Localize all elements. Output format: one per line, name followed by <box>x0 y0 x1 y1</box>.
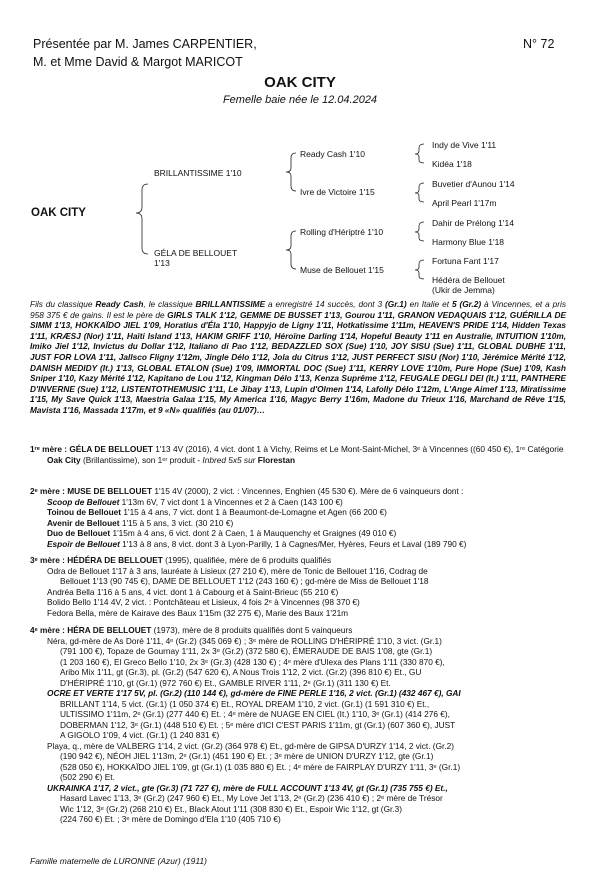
list-item: DOBERMAN 1'12, 3ᵉ (Gr.1) (448 510 €) Et. ; 5ᵉ mère d'ICI C'EST PARIS 1'11m, gt (Gr.1) (607 360 €), JUST <box>60 719 456 730</box>
horse-subtitle: Femelle baie née le 12.04.2024 <box>222 94 378 106</box>
pedigree-dam-2: 1'13 <box>154 258 170 268</box>
list-item: ULTISSIMO 1'11m, 2ᵉ (Gr.1) (277 440 €) Et. ; 4ᵉ mère de NUAGE EN CIEL (It.) 1'10, 3ᵉ (Gr.1) (414 276 €), <box>60 709 450 719</box>
list-item: Toinou de Bellouet 1'15 à 4 ans, 7 vict. dont 1 à Beaumont-de-Lomagne et Agen (66 200 €) <box>47 507 387 517</box>
list-item: D'HÉRIPRÉ 1'10, gt (Gr.1) (972 760 €) Et., GAMBLE RIVER 1'11, 2ᵉ (Gr.1) (311 130 €) Et. <box>60 677 391 688</box>
horse-name: OAK CITY <box>264 74 336 91</box>
presenter-line-1: Présentée par M. James CARPENTIER, <box>33 37 257 51</box>
pedigree-ggp: Buvetier d'Aunou 1'14 <box>432 179 515 189</box>
list-item: (190 942 €), NÉOH JIEL 1'13m, 2ᵉ (Gr.1) (451 190 €) Et. ; 3ᵉ mère de UNION D'URZY 1'12, gte (Gr.1) <box>60 751 434 761</box>
list-item: Andréa Bella 1'16 à 5 ans, 4 vict. dont 1 à Cabourg et à Saint-Brieuc (55 210 €) <box>47 586 339 597</box>
pedigree-ggp: Indy de Vive 1'11 <box>432 140 497 150</box>
pedigree-ggp: Fortuna Fant 1'17 <box>432 256 499 266</box>
maternal-family: Famille maternelle de LURONNE (Azur) (1911) <box>30 856 207 866</box>
list-item: (528 050 €), HOKKAÏDO JIEL 1'09, gt (Gr.1) (1 035 880 €) Et. ; 4ᵉ mère de FAIRPLAY D'URZY 1'11, 3ᵉ (Gr.1) <box>60 761 461 772</box>
produce-name: Oak City <box>47 454 81 465</box>
pedigree-sire: BRILLANTISSIME 1'10 <box>154 168 242 178</box>
pedigree-subject: OAK CITY <box>31 207 86 219</box>
pedigree-ggp: April Pearl 1'17m <box>432 198 497 208</box>
list-item: BRILLANT 1'14, 5 vict. (Gr.1) (1 050 374 €) Et., ROYAL DREAM 1'10, 2 vict. (Gr.1) (1 591 310 €) Et., <box>60 698 430 709</box>
list-item: Espoir de Bellouet 1'13 à 8 ans, 8 vict. dont 3 à Lyon-Parilly, 1 à Cagnes/Mer, Hyères, Feurs et Laval (189 790 €) <box>47 538 467 549</box>
sire-description: Fils du classique Ready Cash, le classique BRILLANTISSIME a enregistré 14 succès, dont 3 (Gr.1) en Italie et 5 (Gr.2) à Vincennes, et a pris 958 375 € de gains. Il est le père de GIRLS TALK 1'12, GEMME DE BUSSET 1'13, Gourou 1'11, GRANON VEDAQUAIS 1'12, GUÉRILLA DE SIMM 1'13, HOKKAÏDO JIEL 1'09, Horatius d'Éla 1'10, Happyjo de Ligny 1'11, Hotkatissime 1'11m, HEAVEN'S PRIDE 1'14, Hidden Texas 1'11, KRÆSJ (Nor) 1'11, Haïti Island 1'13, HAKIM GRIFF 1'10, Héroïne Darling 1'14, Hopeful Beauty 1'11 en Australie, INTUITION 1'10m, Imiko Jiel 1'12, Invictus du Dollar 1'12, Italiano di Pao 1'12, BEDAZZLED SOX (Sue) 1'10, JOY SISU (Sue) 1'11, GLOBAL DUBHE 1'11, JUST FOR LOVA 1'11, Jallsco Fligny 1'12m, Jingle Délo 1'12, Jola du Citrus 1'12, JUST PERFECT SISU (Nor) 1'10, Jérémice Mérité 1'12, DANISH MEDIDY (It.) 1'13, GLOBAL ETALON (Sue) 1'09, IMMORTAL DOC (Sue) 1'11, KERRY LOVE 1'10m, Pure Hope (Sue) 1'09, Kash Sniper 1'10, Kazy Mérité 1'12, Kapitano de Lou 1'12, Kingman Délo 1'13, Kenza Suprême 1'12, FEUGALE DEGLI DEI (It.) 1'11, PANTHERE D'INVERNE (Sue) 1'12, LISTENTOTHEMUSIC 1'11, Le Jibay 1'13, Lupin d'Olmen 1'14, Lafolly Délo 1'12m, L'Ange Aimef 1'13, Miratissime 1'15, My Save Quick 1'13, Maestria Galaa 1'15, My America 1'16, Magyc Berry 1'16m, Madone du Trieux 1'16, Marchand de Rêve 1'15, Mavista 1'16, Massada 1'17m, et 9 «N» qualifiés (au 01/07)… <box>30 299 567 415</box>
list-item: Bellouet 1'13 (90 745 €), DAME DE BELLOUET 1'12 (243 160 €) ; gd-mère de Miss de Bellouet 1'18 <box>60 576 429 586</box>
list-item: A GIGOLO 1'09, 4 vict. (Gr.1) (1 240 831 €) <box>60 730 220 740</box>
pedigree-sire-dam: Ivre de Victoire 1'15 <box>300 187 375 197</box>
second-dam-section: 2ᵉ mère : MUSE DE BELLOUET 1'15 4V (2000), 2 vict. : Vincennes, Enghien (45 530 €). Mère de 6 vainqueurs dont : Scoop de Bellouet 1'13m 6V, 7 vict dont 1 à Vincennes et 2 à Caen (143 100 €) Toinou de Bellouet 1'15 à 4 ans, 7 vict. dont 1 à Beaumont-de-Lomagne et Agen (66 200 €) Avenir de Bellouet 1'15 à 5 ans, 3 vict. (30 210 €) Duo de Bellouet 1'15m à 4 ans, 6 vict. dont 2 à Caen, 1 à Mauquenchy et Graignes (49 010 €) Espoir de Bellouet 1'13 à 8 ans, 8 vict. dont 3 à Lyon-Parilly, 1 à Cagnes/Mer, Hyères, Feurs et Laval (189 790 €) <box>30 486 566 549</box>
presenter-line-2: M. et Mme David & Margot MARICOT <box>33 55 243 69</box>
list-item: Fedora Bella, mère de Kairave des Baux 1'15m (32 275 €), Marie des Baux 1'21m <box>47 607 349 618</box>
list-item: Duo de Bellouet 1'15m à 4 ans, 6 vict. dont 2 à Caen, 1 à Mauquenchy et Graignes (49 010 €) <box>47 528 397 538</box>
list-item: Néra, gd-mère de As Doré 1'11, 4ᵉ (Gr.2) (345 069 €) ; 3ᵉ mère de ROLLING D'HÉRIPRÉ 1'10, 3 vict. (Gr.1) <box>47 635 442 646</box>
third-dam-label: 3ᵉ mère : HÉDÉRA DE BELLOUET <box>30 555 163 565</box>
list-item: UKRAINKA 1'17, 2 vict., gte (Gr.3) (71 727 €), mère de FULL ACCOUNT 1'13 4V, gt (Gr.1) (735 755 €) Et., <box>47 782 448 793</box>
lot-number: N° 72 <box>523 37 555 51</box>
list-item: Hasard Lavec 1'13, 3ᵉ (Gr.2) (247 960 €) Et., My Love Jet 1'13, 2ᵉ (Gr.2) (236 410 €) ; 2ᵉ mère de Trésor <box>60 793 443 803</box>
list-item: Avenir de Bellouet 1'15 à 5 ans, 3 vict. (30 210 €) <box>47 517 234 528</box>
pedigree-dam-sire: Rolling d'Hériptré 1'10 <box>300 227 384 237</box>
list-item: OCRE ET VERTE 1'17 5V, pl. (Gr.2) (110 144 €), gd-mère de FINE PERLE 1'16, 2 vict. (Gr.1) (432 467 €), GAI <box>47 688 461 698</box>
list-item: (224 760 €) Et. ; 3ᵉ mère de Domingo d'Ela 1'10 (405 710 €) <box>60 814 281 824</box>
pedigree-ggp: Harmony Blue 1'18 <box>432 237 505 247</box>
pedigree-dam-dam: Muse de Bellouet 1'15 <box>300 265 384 275</box>
list-item: Scoop de Bellouet 1'13m 6V, 7 vict dont 1 à Vincennes et 2 à Caen (143 100 €) <box>47 496 343 507</box>
list-item: Odra de Bellouet 1'17 à 3 ans, lauréate à Lisieux (27 210 €), mère de Tonic de Bellouet 1'16, Codrag de <box>47 565 428 576</box>
list-item: Wic 1'12, 3ᵉ (Gr.2) (268 210 €) Et., Black Atout 1'11 (308 830 €) Et., Espoir Wic 1'12, gt (Gr.3) <box>60 803 403 814</box>
fourth-dam-section: 4ᵉ mère : HÉRA DE BELLOUET (1973), mère de 8 produits qualifiés dont 5 vainqueurs Néra, gd-mère de As Doré 1'11, 4ᵉ (Gr.2) (345 069 €) ; 3ᵉ mère de ROLLING D'HÉRIPRÉ 1'10, 3 vict. (Gr.1) (791 100 €), Topaze de Gournay 1'11, 2x 3ᵉ (Gr.2) (372 580 €), ÉMERAUDE DE BAIS 1'08, gte (Gr.1) (1 203 160 €), El Greco Bello 1'10, 2x 3ᵉ (Gr.3) (428 130 €) ; 4ᵉ mère d'Ulexa des Plans 1'11 (330 870 €), Aribo Mix 1'11, gt (Gr.3), pl. (Gr.2) (547 620 €), A Nous Trois 1'12, 2 vict. (Gr.2) (396 810 €) Et., GU D'HÉRIPRÉ 1'10, gt (Gr.1) (972 760 €) Et., GAMBLE RIVER 1'11, 2ᵉ (Gr.1) (311 130 €) Et. OCRE ET VERTE 1'17 5V, pl. (Gr.2) (110 144 €), gd-mère de FINE PERLE 1'16, 2 vict. (Gr.1) (432 467 €), GAI BRILLANT 1'14, 5 vict. (Gr.1) (1 050 374 €) Et., ROYAL DREAM 1'10, 2 vict. (Gr.1) (1 591 310 €) Et., ULTISSIMO 1'11m, 2ᵉ (Gr.1) (277 440 €) Et. ; 4ᵉ mère de NUAGE EN CIEL (It.) 1'10, 3ᵉ (Gr.1) (414 276 €), DOBERMAN 1'12, 3ᵉ (Gr.1) (448 510 €) Et. ; 5ᵉ mère d'ICI C'EST PARIS 1'11m, gt (Gr.1) (607 360 €), JUST A GIGOLO 1'09, 4 vict. (Gr.1) (1 240 831 €) Playa, q., mère de VALBERG 1'14, 2 vict. (Gr.2) (364 978 €) Et., gd-mère de GIPSA D'URZY 1'14, 2 vict. (Gr.2) (190 942 €), NÉOH JIEL 1'13m, 2ᵉ (Gr.1) (451 190 €) Et. ; 3ᵉ mère de UNION D'URZY 1'12, gte (Gr.1) (528 050 €), HOKKAÏDO JIEL 1'09, gt (Gr.1) (1 035 880 €) Et. ; 4ᵉ mère de FAIRPLAY D'URZY 1'11, 3ᵉ (Gr.1) (502 290 €) Et. UKRAINKA 1'17, 2 vict., gte (Gr.3) (71 727 €), mère de FULL ACCOUNT 1'13 4V, gt (Gr.1) (735 755 €) Et., Hasard Lavec 1'13, 3ᵉ (Gr.2) (247 960 €) Et., My Love Jet 1'13, 2ᵉ (Gr.2) (236 410 €) ; 2ᵉ mère de Trésor Wic 1'12, 3ᵉ (Gr.2) (268 210 €) Et., Black Atout 1'11 (308 830 €) Et., Espoir Wic 1'12, gt (Gr.3) (224 760 €) Et. ; 3ᵉ mère de Domingo d'Ela 1'10 (405 710 €) <box>30 625 566 825</box>
pedigree-sire-sire: Ready Cash 1'10 <box>300 149 365 159</box>
first-dam-label: 1ʳᵉ mère : GÉLA DE BELLOUET <box>30 444 153 454</box>
pedigree-dam-1: GÉLA DE BELLOUET <box>154 248 238 258</box>
list-item: (1 203 160 €), El Greco Bello 1'10, 2x 3ᵉ (Gr.3) (428 130 €) ; 4ᵉ mère d'Ulexa des Plans 1'11 (330 870 €), <box>60 656 445 667</box>
list-item: Playa, q., mère de VALBERG 1'14, 2 vict. (Gr.2) (364 978 €) Et., gd-mère de GIPSA D'URZY 1'14, 2 vict. (Gr.2) <box>47 740 455 751</box>
pedigree-ggp: Dahir de Prélong 1'14 <box>432 218 514 228</box>
pedigree-ggp: Hédéra de Bellouet <box>432 275 505 285</box>
pedigree-ggp: (Ukir de Jemma) <box>432 285 495 295</box>
fourth-dam-label: 4ᵉ mère : HÉRA DE BELLOUET <box>30 625 152 635</box>
first-dam-section: 1ʳᵉ mère : GÉLA DE BELLOUET 1'13 4V (2016), 4 vict. dont 1 à Vichy, Reims et Le Mont-Saint-Michel, 3ᵉ à Vincennes ((60 450 €), 1ʳᵉ Catégorie Oak City (Brillantissime), son 1ᵉʳ produit - Inbred 5x5 sur Florestan <box>30 444 564 465</box>
list-item: (791 100 €), Topaze de Gournay 1'11, 2x 3ᵉ (Gr.2) (372 580 €), ÉMERAUDE DE BAIS 1'08, gte (Gr.1) <box>60 646 433 656</box>
second-dam-label: 2ᵉ mère : MUSE DE BELLOUET <box>30 486 153 496</box>
third-dam-section: 3ᵉ mère : HÉDÉRA DE BELLOUET (1995), qualifiée, mère de 6 produits qualifiés Odra de Bellouet 1'17 à 3 ans, lauréate à Lisieux (27 210 €), mère de Tonic de Bellouet 1'16, Codrag de Bellouet 1'13 (90 745 €), DAME DE BELLOUET 1'12 (243 160 €) ; gd-mère de Miss de Bellouet 1'18 Andréa Bella 1'16 à 5 ans, 4 vict. dont 1 à Cabourg et à Saint-Brieuc (55 210 €) Bolido Bello 1'14 4V, 2 vict. : Pontchâteau et Lisieux, 4 fois 2ᵉ à Vincennes (98 370 €) Fedora Bella, mère de Kairave des Baux 1'15m (32 275 €), Marie des Baux 1'21m <box>30 555 566 618</box>
list-item: Bolido Bello 1'14 4V, 2 vict. : Pontchâteau et Lisieux, 4 fois 2ᵉ à Vincennes (98 370 €) <box>47 597 360 607</box>
list-item: Aribo Mix 1'11, gt (Gr.3), pl. (Gr.2) (547 620 €), A Nous Trois 1'12, 2 vict. (Gr.2) (396 810 €) Et., GU <box>60 667 422 677</box>
list-item: (502 290 €) Et. <box>60 772 115 782</box>
pedigree-ggp: Kidéa 1'18 <box>432 159 472 169</box>
